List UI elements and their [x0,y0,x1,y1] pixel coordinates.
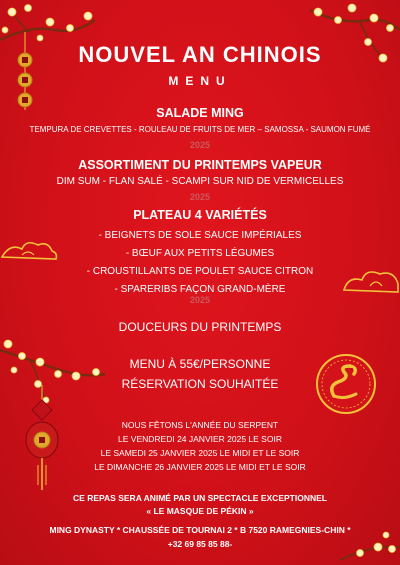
reservation-line: RÉSERVATION SOUHAITÉE [121,377,279,391]
section-title-salade: SALADE MING [156,106,244,120]
list-item: - CROUSTILLANTS DE POULET SAUCE CITRON [86,266,314,277]
event-date: LE SAMEDI 25 JANVIER 2025 LE MIDI ET LE SOIR [100,448,300,458]
section-title-douceurs: DOUCEURS DU PRINTEMPS [118,320,282,334]
footer-show-name: « LE MASQUE DE PÉKIN » [146,506,254,516]
footer-phone: +32 69 85 85 88- [167,539,233,549]
event-date: LE DIMANCHE 26 JANVIER 2025 LE MIDI ET LE SOIR [94,462,306,472]
year-mark: 2025 [189,192,211,202]
section-title-assortiment: ASSORTIMENT DU PRINTEMPS VAPEUR [78,158,322,172]
year-mark: 2025 [189,295,211,305]
list-item: - BEIGNETS DE SOLE SAUCE IMPÉRIALES [98,230,302,241]
footer-show-line: CE REPAS SERA ANIMÉ PAR UN SPECTACLE EXCEPTIONNEL [73,493,327,503]
price-line: MENU À 55€/PERSONNE [129,357,271,371]
section-desc-salade: TEMPURA DE CREVETTES - ROULEAU DE FRUITS DE MER – SAMOSSA - SAUMON FUMÉ [29,125,371,134]
menu-subtitle: MENU [168,74,232,88]
blossom-branch-top-right-icon [290,0,400,80]
event-intro: NOUS FÊTONS L'ANNÉE DU SERPENT [121,420,279,430]
page-title: NOUVEL AN CHINOIS [78,42,322,67]
footer-address: MING DYNASTY * CHAUSSÉE DE TOURNAI 2 * B 7520 RAMEGNIES-CHIN * [49,525,351,535]
event-date: LE VENDREDI 24 JANVIER 2025 LE SOIR [118,434,282,444]
section-title-plateau: PLATEAU 4 VARIÉTÉS [133,208,267,222]
section-desc-assortiment: DIM SUM - FLAN SALÉ - SCAMPI SUR NID DE VERMICELLES [56,176,344,187]
year-mark: 2025 [189,140,211,150]
list-item: - SPARERIBS FAÇON GRAND-MÈRE [114,284,286,295]
list-item: - BŒUF AUX PETITS LÉGUMES [125,248,275,259]
